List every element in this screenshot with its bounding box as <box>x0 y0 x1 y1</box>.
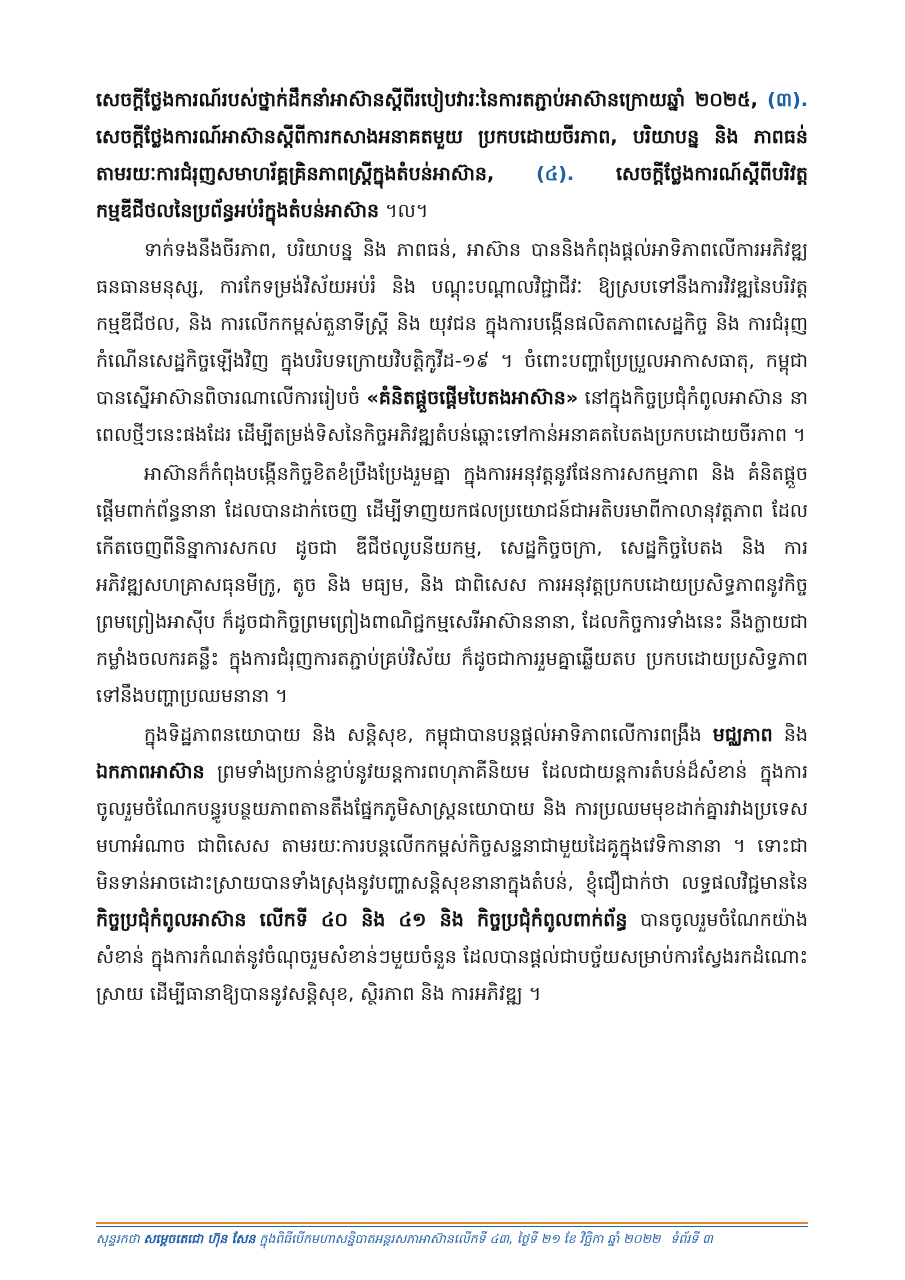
page-footer <box>96 1228 808 1250</box>
unity-term: ឯកភាពអាស៊ាន <box>96 761 205 783</box>
declaration-digital-education: សេចក្តីថ្លែងការណ៍ស្តីពីបរិវត្តកម្មឌីជីថលនៃប្រព័ន្ធអប់រំក្នុងតំបន់អាស៊ាន <box>96 163 808 222</box>
document-body <box>96 82 808 1013</box>
text-politics-1: ក្នុងទិដ្ឋភាពនយោបាយ និង សន្តិសុខ, កម្ពុជាបានបន្តផ្តល់អាទិភាពលើការពង្រឹង <box>144 724 713 746</box>
footer-divider <box>96 1222 808 1224</box>
paragraph-sustainability <box>96 232 808 454</box>
text-politics-3: ព្រមទាំងប្រកាន់ខ្ជាប់នូវយន្តការពហុភាគីនិយម ដែលជាយន្តការតំបន់ដ៏សំខាន់ ក្នុងការចូលរួមចំណែកបន្ធូរបន្ថយភាពតានតឹងផ្នែកភូមិសាស្ត្រនយោបាយ និង ការប្រឈមមុខដាក់គ្នារវាងប្រទេសមហាអំណាច ជាពិសេស តាមរយៈការបន្តលើកកម្ពស់កិច្ចសន្ទនាជាមួយដៃគូក្នុងវេទិកានានា ។ ទោះជាមិនទាន់អាចដោះស្រាយបានទាំងស្រុងនូវបញ្ហាសន្តិសុខនានាក្នុងតំបន់, ខ្ញុំជឿជាក់ថា លទ្ធផលវិជ្ជមាននៃ <box>96 761 808 894</box>
text-sustainability-2: នៅក្នុងកិច្ចប្រជុំកំពូលអាស៊ាន នាពេលថ្មីៗនេះផងដែរ ដើម្បីតម្រង់ទិសនៃកិច្ចអភិវឌ្ឍតំបន់ឆ្ពោះទៅកាន់អនាគតបៃតងប្រកបដោយចីរភាព ។ <box>96 387 808 446</box>
item-number-4: (៤). <box>536 163 575 185</box>
centrality-term: មជ្ឈភាព <box>712 724 773 746</box>
text-cooperation: អាស៊ានក៏កំពុងបង្កើនកិច្ចខិតខំប្រឹងប្រែងរួមគ្នា ក្នុងការអនុវត្តនូវផែនការសកម្មភាព និង គំនិតផ្តួចផ្តើមពាក់ព័ន្ធនានា ដែលបានដាក់ចេញ ដើម្បីទាញយកផលប្រយោជន៍ជាអតិបរមាពីកាលានុវត្តភាព ដែលកើតចេញពីនិន្នាការសកល ដូចជា ឌីជីថលូបនីយកម្ម, សេដ្ឋកិច្ចចក្រា, សេដ្ឋកិច្ចបៃតង និង ការអភិវឌ្ឍសហគ្រាសធុនមីក្រូ, តូច និង មធ្យម, និង ជាពិសេស ការអនុវត្តប្រកបដោយប្រសិទ្ធភាពនូវកិច្ចព្រមព្រៀងអាស៊ីប ក៏ដូចជាកិច្ចព្រមព្រៀងពាណិជ្ជកម្មសេរីអាស៊ាននានា, ដែលកិច្ចការទាំងនេះ នឹងក្លាយជាកម្លាំងចលករគន្លឹះ ក្នុងការជំរុញការតភ្ជាប់គ្រប់វិស័យ ក៏ដូចជាការរួមគ្នាឆ្លើយតប ប្រកបដោយប្រសិទ្ធភាពទៅនឹងបញ្ហាប្រឈមនានា ។ <box>96 463 808 707</box>
declaration-connectivity: សេចក្តីថ្លែងការណ៍របស់ថ្នាក់ដឹកនាំអាស៊ានស្តីពីរបៀបវារៈនៃការតភ្ជាប់អាស៊ានក្រោយឆ្នាំ ២០២៥, <box>96 89 758 111</box>
footer-page-number: ទំព័រទី ៣ <box>670 1231 713 1246</box>
paragraph-politics-security <box>96 717 808 1013</box>
declaration-women-empowerment: សេចក្តីថ្លែងការណ៍អាស៊ានស្តីពីការកសាងអនាគតមួយ ប្រកបដោយចីរភាព, បរិយាបន្ន និង ភាពធន់ តាមរយៈការជំរុញសមាហរ័គ្គគ្រិនភាពស្ត្រីក្នុងតំបន់អាស៊ាន, <box>96 126 808 185</box>
footer-prefix: សុន្ទរកថា <box>96 1231 144 1246</box>
etc-text: ។ល។ <box>379 200 429 222</box>
paragraph-declarations <box>96 82 808 230</box>
text-sustainability-1: ទាក់ទងនឹងចីរភាព, បរិយាបន្ន និង ភាពធន់, អាស៊ាន បាននិងកំពុងផ្តល់អាទិភាពលើការអភិវឌ្ឍធនធានមនុស្ស, ការកែទម្រង់វិស័យអប់រំ និង បណ្តុះបណ្តាលវិជ្ជាជីវៈ ឱ្យស្របទៅនឹងការវិវឌ្ឍនៃបរិវត្តកម្មឌីជីថល, និង ការលើកកម្ពស់តួនាទីស្ត្រី និង យុវជន ក្នុងការបង្កើនផលិតភាពសេដ្ឋកិច្ច និង ការជំរុញកំណើនសេដ្ឋកិច្ចឡើងវិញ ក្នុងបរិបទក្រោយវិបត្តិកូវីដ-១៩ ។ ចំពោះបញ្ហាប្រែប្រួលអាកាសធាតុ, កម្ពុជា បានស្នើអាស៊ានពិចារណាលើការរៀបចំ <box>96 239 808 409</box>
paragraph-cooperation <box>96 456 808 715</box>
footer-event: ក្នុងពិធីបើកមហាសន្និបាតអន្តរសភាអាស៊ានលើកទី ៤៣, ថ្ងៃទី ២១ ខែ វិច្ឆិកា ឆ្នាំ ២០២២ <box>255 1231 661 1246</box>
item-number-3: (៣). <box>767 89 808 111</box>
summit-title: កិច្ចប្រជុំកំពូលអាស៊ាន លើកទី ៤០ និង ៤១ និង កិច្ចប្រជុំកំពូលពាក់ព័ន្ធ <box>96 909 628 931</box>
text-politics-2: និង <box>772 724 808 746</box>
green-initiative-title: «គំនិតផ្តួចផ្តើមបៃតងអាស៊ាន» <box>366 387 579 409</box>
text-politics-4: បានចូលរួមចំណែកយ៉ាងសំខាន់ ក្នុងការកំណត់នូវចំណុចរួមសំខាន់ៗមួយចំនួន ដែលបានផ្តល់ជាបច្ច័យសម្រាប់ការស្វែងរកដំណោះស្រាយ ដើម្បីធានាឱ្យបាននូវសន្តិសុខ, ស្ថិរភាព និង ការអភិវឌ្ឍ ។ <box>96 909 808 1005</box>
footer-speaker: សម្តេចតេជោ ហ៊ុន សែន <box>143 1231 256 1246</box>
